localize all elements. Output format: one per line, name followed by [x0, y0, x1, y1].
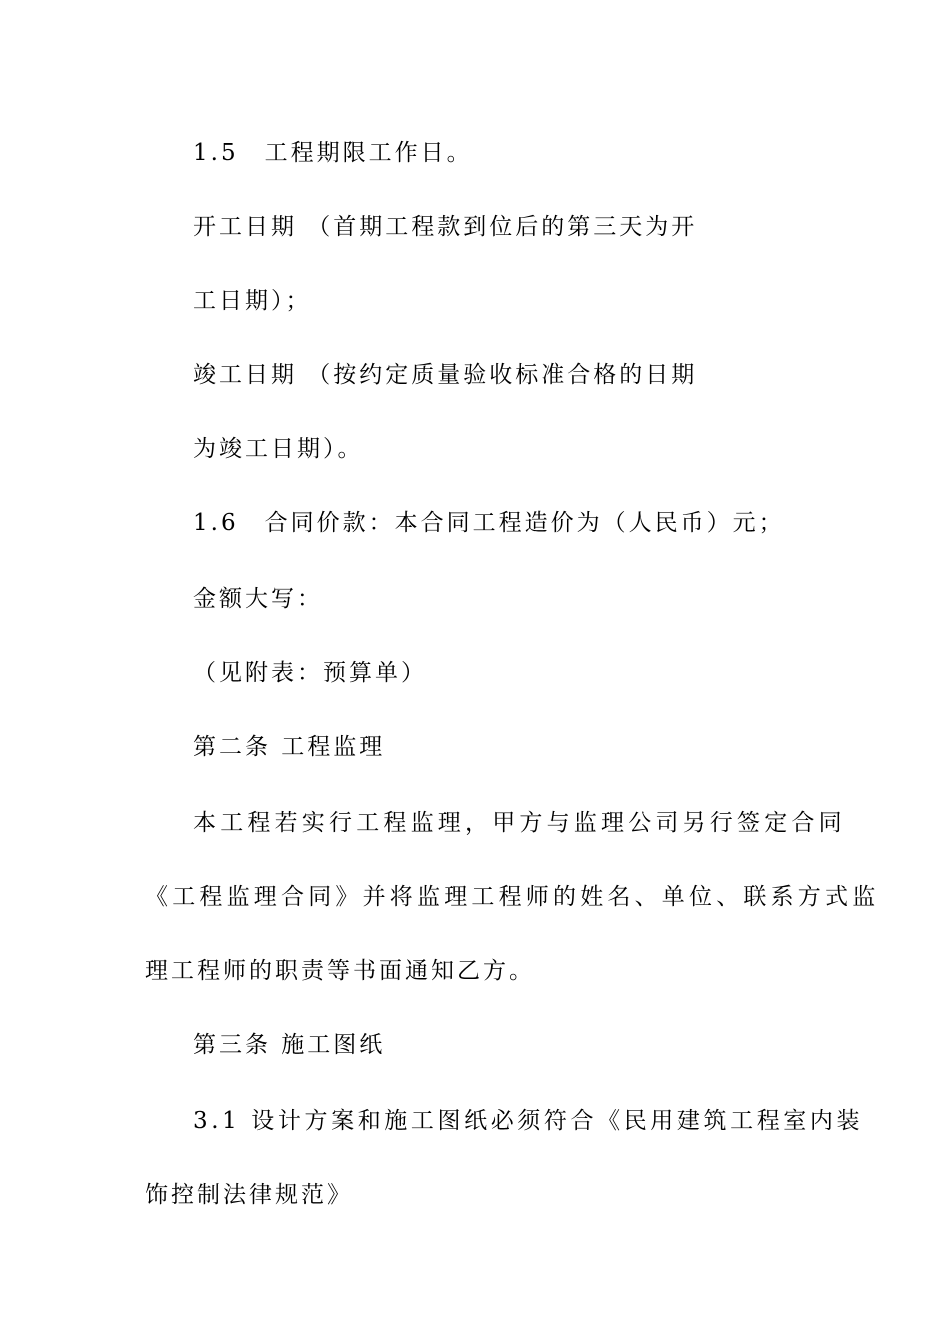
article-2-paragraph-line-1: 本工程若实行工程监理，甲方与监理公司另行签定合同	[193, 810, 846, 836]
article-2-heading: 第二条 工程监理	[193, 734, 386, 760]
clause-1-5-construction-period: 1.5 工程期限工作日。	[193, 140, 473, 166]
amount-in-words-line: 金额大写：	[193, 586, 323, 612]
attached-budget-note: （见附表：预算单）	[193, 660, 427, 686]
completion-date-line: 竣工日期 （按约定质量验收标准合格的日期	[193, 362, 698, 388]
article-2-paragraph-line-3: 理工程师的职责等书面通知乙方。	[145, 958, 535, 984]
article-3-heading: 第三条 施工图纸	[193, 1032, 386, 1058]
clause-3-1-line-1: 3.1 设计方案和施工图纸必须符合《民用建筑工程室内装	[193, 1108, 864, 1134]
start-date-continuation: 工日期）；	[193, 288, 312, 314]
article-2-paragraph-line-2: 《工程监理合同》并将监理工程师的姓名、单位、联系方式监	[145, 884, 880, 910]
completion-date-continuation: 为竣工日期）。	[193, 436, 364, 462]
clause-3-1-line-2: 饰控制法律规范》	[145, 1182, 353, 1208]
clause-1-6-contract-price: 1.6 合同价款：本合同工程造价为（人民币）元；	[193, 510, 785, 536]
start-date-line: 开工日期 （首期工程款到位后的第三天为开	[193, 214, 698, 240]
